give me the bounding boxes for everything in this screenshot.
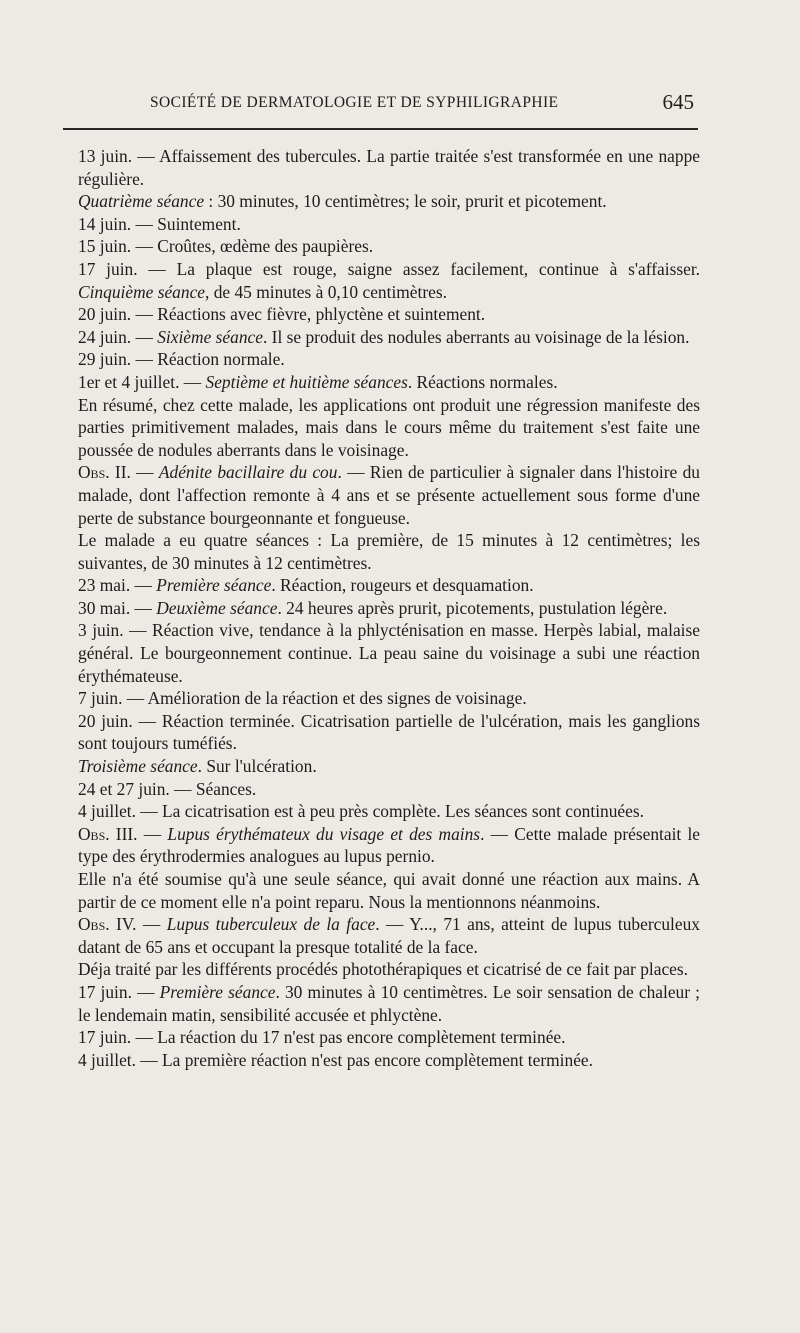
paragraph [78, 326, 700, 349]
paragraph-text: Le malade a eu quatre séances : La première, de 15 minutes à 12 centimètres; les suivantes, de 30 minutes à 12 centimètres. [78, 530, 700, 573]
paragraph [78, 868, 700, 913]
paragraph [78, 213, 700, 236]
paragraph-text: 20 juin. — Réaction terminée. Cicatrisation partielle de l'ulcération, mais les ganglions sont toujours tuméfiés. [78, 710, 700, 754]
paragraph [78, 1049, 700, 1072]
paragraph [78, 913, 700, 958]
body-text [78, 145, 700, 1071]
paragraph [78, 529, 700, 574]
paragraph [78, 394, 700, 462]
paragraph [78, 687, 700, 710]
paragraph [78, 981, 700, 1026]
paragraph [78, 303, 700, 326]
paragraph-text: . — Rien de particulier à signaler dans l'histoire du malade, dont l'affection remonte à 4 ans et se présente actuellement sous forme d'une perte de substance bourgeonnante et fongueuse. [78, 462, 700, 528]
paragraph-text: . Il se produit des nodules aberrants au voisinage de la lésion. [262, 326, 690, 347]
page-header [60, 90, 700, 120]
paragraph-text: . — Cette malade présentait le type des érythrodermies analogues au lupus pernio. [78, 823, 701, 867]
paragraph-text: 24 et 27 juin. — Séances. [78, 778, 257, 799]
italic-text: Cinquième séance [78, 281, 206, 302]
observation-label: Obs. II. [78, 462, 131, 483]
italic-text: Troisième séance [78, 756, 198, 777]
paragraph-text: . Sur l'ulcération. [197, 756, 317, 777]
paragraph [78, 597, 700, 620]
paragraph [78, 755, 700, 778]
paragraph [78, 619, 700, 687]
italic-text: Sixième séance [157, 326, 263, 347]
italic-text: Première séance [156, 575, 272, 596]
page-number: 645 [662, 90, 694, 114]
paragraph [78, 371, 700, 394]
paragraph-text: 17 juin. — La réaction du 17 n'est pas encore complètement terminée. [78, 1027, 566, 1048]
paragraph-text: 17 juin. — [78, 981, 160, 1002]
paragraph-text: Elle n'a été soumise qu'à une seule séance, qui avait donné une réaction aux mains. A partir de ce moment elle n'a point reparu. Nous la mentionnons néanmoins. [78, 869, 700, 912]
paragraph-text: 1er et 4 juillet. — [78, 371, 206, 392]
paragraph-text: . 24 heures après prurit, picotements, pustulation légère. [277, 597, 668, 618]
paragraph-text: 20 juin. — Réactions avec fièvre, phlyctène et suintement. [78, 304, 486, 325]
italic-text: Septième et huitième séances [205, 371, 408, 392]
paragraph-text: 3 juin. — Réaction vive, tendance à la phlycténisation en masse. Herpès labial, malaise général. Le bourgeonnement continue. La peau saine du voisinage a subi une réaction érythémateuse. [78, 620, 700, 686]
paragraph-text: 14 juin. — Suintement. [78, 213, 241, 234]
paragraph [78, 1026, 700, 1049]
paragraph [78, 778, 700, 801]
observation-label: Obs. III. [78, 823, 138, 844]
paragraph-text: . 30 minutes à 10 centimètres. Le soir sensation de chaleur ; le lendemain matin, sensibilité accusée et phlyctène. [78, 981, 700, 1025]
paragraph [78, 348, 700, 371]
paragraph [78, 800, 700, 823]
paragraph-text: . Réaction, rougeurs et desquamation. [271, 575, 534, 596]
header-rule [63, 128, 698, 130]
running-head: SOCIÉTÉ DE DERMATOLOGIE ET DE SYPHILIGRAPHIE [150, 94, 559, 111]
paragraph-text: . Réactions normales. [407, 371, 558, 392]
paragraph-text: En résumé, chez cette malade, les applications ont produit une régression manifeste des parties primitivement malades, mais dans le cours même du traitement s'est faite une poussée de nodules aberrants dans le voisinage. [78, 394, 700, 460]
italic-text: Quatrième séance [78, 191, 205, 212]
paragraph [78, 258, 700, 303]
paragraph [78, 823, 700, 868]
italic-text: Deuxième séance [156, 597, 278, 618]
paragraph-text: — [136, 914, 167, 935]
paragraph-text: . — Y..., 71 ans, atteint de lupus tuberculeux datant de 65 ans et occupant la presque totalité de la face. [78, 914, 700, 957]
paragraph [78, 145, 700, 190]
paragraph-text: 13 juin. — Affaissement des tubercules. La partie traitée s'est transformée en une nappe régulière. [78, 146, 700, 189]
italic-text: Lupus tuberculeux de la face [166, 914, 376, 935]
paragraph-text: , de 45 minutes à 0,10 centimètres. [205, 281, 447, 302]
paragraph [78, 958, 700, 981]
paragraph [78, 574, 700, 597]
paragraph-text: 4 juillet. — La cicatrisation est à peu près complète. Les séances sont continuées. [78, 801, 644, 822]
paragraph-text: — [130, 462, 159, 483]
paragraph-text: 29 juin. — Réaction normale. [78, 349, 285, 370]
paragraph-text: : 30 minutes, 10 centimètres; le soir, prurit et picotement. [204, 191, 607, 212]
paragraph [78, 190, 700, 213]
italic-text: Lupus érythémateux du visage et des mains [167, 823, 481, 844]
paragraph-text: Déja traité par les différents procédés photothérapiques et cicatrisé de ce fait par places. [78, 959, 688, 980]
paragraph-text: 23 mai. — [78, 575, 157, 596]
paragraph [78, 710, 700, 755]
paragraph-text: 30 mai. — [78, 597, 157, 618]
paragraph-text: 24 juin. — [78, 326, 158, 347]
paragraph [78, 235, 700, 258]
paragraph-text: 15 juin. — Croûtes, œdème des paupières. [78, 236, 374, 257]
paragraph [78, 461, 700, 529]
paragraph-text: — [137, 823, 168, 844]
italic-text: Première séance [159, 981, 276, 1002]
observation-label: Obs. IV. [78, 914, 137, 935]
paragraph-text: 17 juin. — La plaque est rouge, saigne assez facilement, continue à s'affaisser. [78, 258, 700, 279]
paragraph-text: 4 juillet. — La première réaction n'est pas encore complètement terminée. [78, 1049, 593, 1070]
italic-text: Adénite bacillaire du cou [158, 462, 338, 483]
paragraph-text: 7 juin. — Amélioration de la réaction et des signes de voisinage. [78, 688, 527, 709]
